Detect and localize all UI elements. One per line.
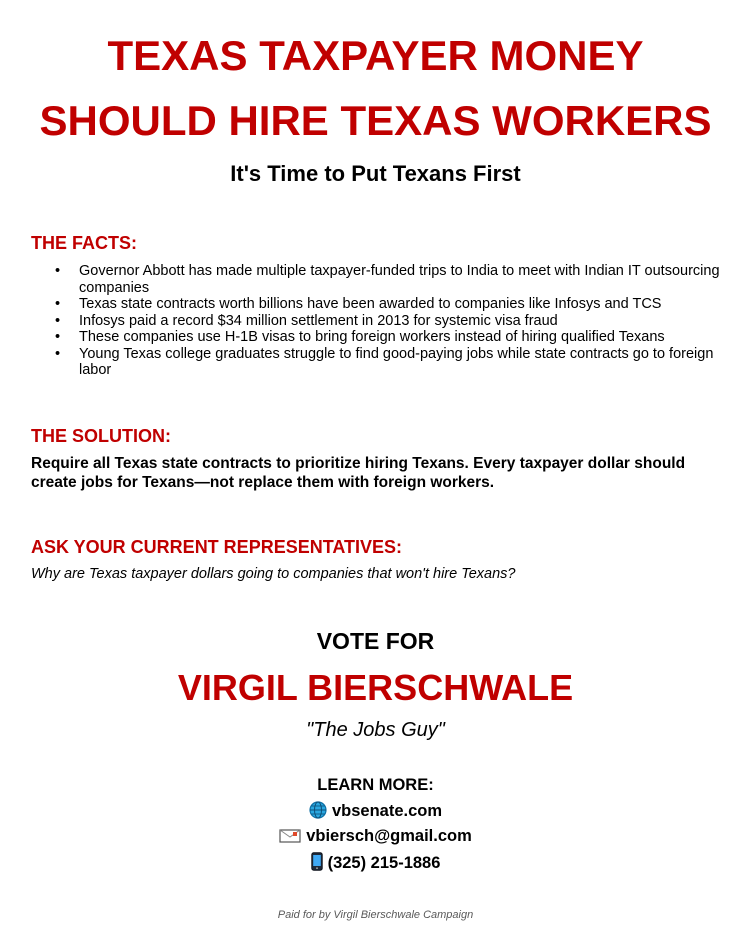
facts-list bbox=[55, 263, 735, 379]
fact-item bbox=[55, 329, 735, 346]
ask-question: Why are Texas taxpayer dollars going to companies that won't hire Texans? bbox=[31, 566, 516, 582]
solution-heading: THE SOLUTION: bbox=[31, 426, 171, 446]
website-row bbox=[0, 801, 751, 824]
subheadline: It's Time to Put Texans First bbox=[230, 161, 521, 186]
globe-icon bbox=[309, 801, 327, 824]
fact-item bbox=[55, 296, 735, 313]
website-link[interactable]: vbsenate.com bbox=[331, 802, 443, 820]
phone-link[interactable]: (325) 215-1886 bbox=[327, 854, 441, 872]
fact-item bbox=[55, 263, 735, 296]
paid-for-disclaimer: Paid for by Virgil Bierschwale Campaign bbox=[277, 909, 474, 921]
fact-text: Governor Abbott has made multiple taxpayer-funded trips to India to meet with Indian IT outsourcing companies bbox=[79, 263, 720, 296]
bullet-icon: • bbox=[55, 312, 61, 329]
email-row bbox=[0, 826, 751, 849]
learn-more-label: LEARN MORE: bbox=[317, 776, 434, 794]
phone-row bbox=[0, 852, 751, 876]
fact-item bbox=[55, 346, 735, 379]
fact-text: Young Texas college graduates struggle to find good-paying jobs while state contracts go to foreign labor bbox=[79, 345, 714, 378]
mobile-phone-icon bbox=[311, 852, 323, 876]
facts-heading: THE FACTS: bbox=[31, 233, 137, 253]
bullet-icon: • bbox=[55, 263, 61, 279]
ask-heading: ASK YOUR CURRENT REPRESENTATIVES: bbox=[31, 537, 403, 557]
headline-line-2: SHOULD HIRE TEXAS WORKERS bbox=[39, 97, 712, 144]
envelope-icon bbox=[279, 828, 301, 849]
fact-item bbox=[55, 313, 735, 330]
bullet-icon: • bbox=[55, 329, 61, 345]
bullet-icon: • bbox=[55, 296, 61, 312]
headline-line-1: TEXAS TAXPAYER MONEY bbox=[107, 32, 644, 79]
fact-text: Texas state contracts worth billions have been awarded to companies like Infosys and TCS bbox=[79, 296, 662, 312]
bullet-icon: • bbox=[55, 345, 61, 362]
vote-for-label: VOTE FOR bbox=[316, 628, 435, 654]
email-link[interactable]: vbiersch@gmail.com bbox=[306, 827, 472, 845]
candidate-tagline: "The Jobs Guy" bbox=[306, 719, 445, 741]
solution-text: Require all Texas state contracts to prioritize hiring Texans. Every taxpayer dollar should create jobs for Texans—not replace them with foreign workers. bbox=[31, 455, 686, 491]
fact-text: These companies use H-1B visas to bring foreign workers instead of hiring qualified Texans bbox=[79, 329, 665, 345]
fact-text: Infosys paid a record $34 million settlement in 2013 for systemic visa fraud bbox=[79, 312, 558, 329]
candidate-name: VIRGIL BIERSCHWALE bbox=[177, 667, 574, 708]
